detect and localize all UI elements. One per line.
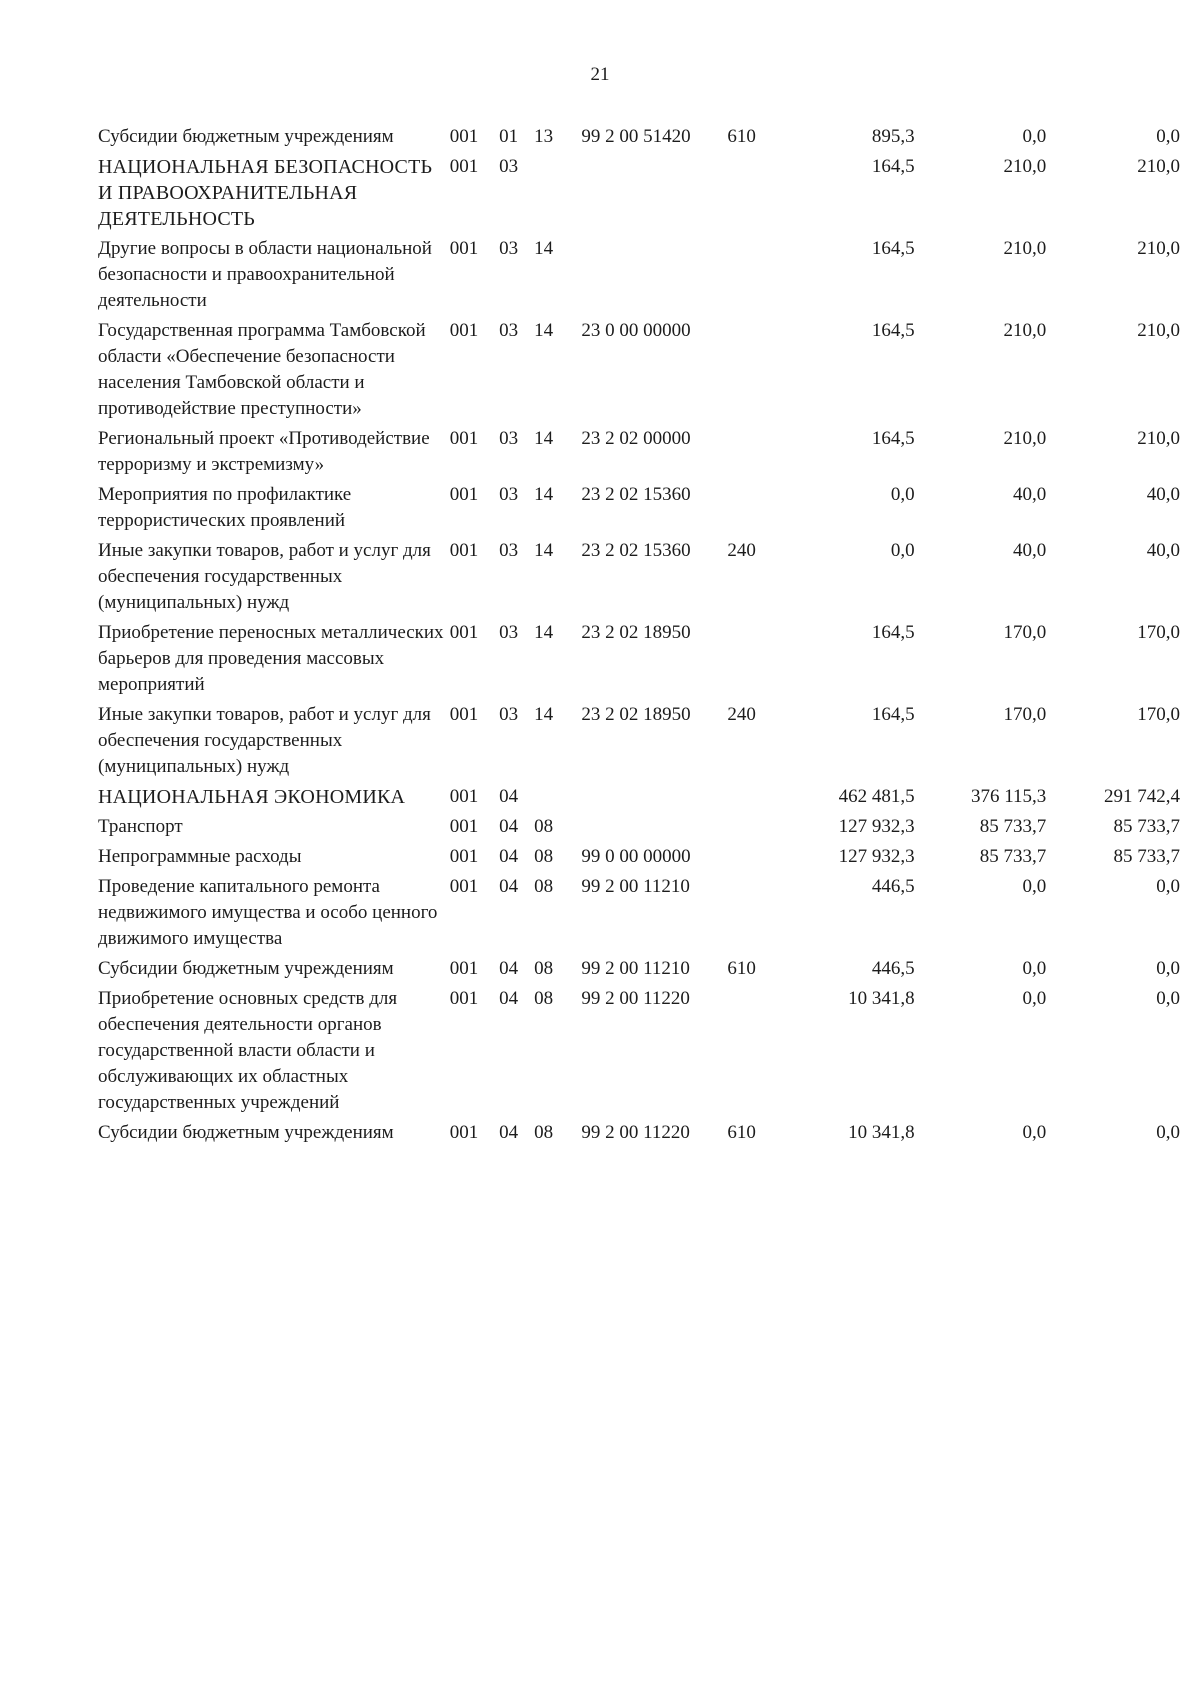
table-row: [98, 784, 1180, 814]
amount-year-1-cell: 164,5: [871, 622, 915, 643]
expense-type-cell: 610: [727, 958, 756, 979]
expense-type-cell: [727, 236, 783, 318]
amount-year-1-cell: 0,0: [890, 484, 915, 505]
amount-year-2-cell: 0,0: [1022, 958, 1047, 979]
target-article-cell: 23 2 02 15360: [581, 540, 691, 561]
expense-name-cell: [98, 482, 450, 538]
expense-name: Государственная программа Тамбовской области «Обеспечение безопасности населения Тамбовской области и противодействие преступности»: [98, 320, 426, 419]
amount-year-3-cell: 210,0: [1137, 238, 1180, 259]
expense-type-cell: 610: [727, 126, 756, 147]
amount-year-3-cell: 210,0: [1137, 156, 1180, 177]
section-code-cell: 04: [499, 876, 519, 897]
subsection-code-cell: 13: [534, 126, 554, 147]
section-code-cell: 01: [499, 126, 519, 147]
subsection-code-cell: 08: [534, 846, 554, 867]
expense-name: Приобретение переносных металлических барьеров для проведения массовых мероприятий: [98, 622, 444, 695]
expense-name-cell: [98, 124, 450, 154]
table-row: [98, 874, 1180, 956]
table-row: [98, 620, 1180, 702]
admin-code-cell: 001: [449, 786, 479, 807]
table-row: [98, 702, 1180, 784]
amount-year-2-cell: 40,0: [1012, 484, 1047, 505]
expense-type-cell: [727, 482, 783, 538]
amount-year-2-cell: 210,0: [1003, 428, 1047, 449]
expense-name-cell: [98, 874, 450, 956]
amount-year-3-cell: 210,0: [1137, 320, 1180, 341]
expense-name-cell: [98, 426, 450, 482]
amount-year-3-cell: 210,0: [1137, 428, 1180, 449]
amount-year-3-cell: 0,0: [1156, 1122, 1180, 1143]
expense-name-cell: [98, 538, 450, 620]
section-code-cell: 04: [499, 846, 519, 867]
amount-year-1-cell: 164,5: [871, 238, 915, 259]
amount-year-1-cell: 10 341,8: [848, 1122, 915, 1143]
subsection-code-cell: [534, 154, 581, 236]
amount-year-1-cell: 164,5: [871, 428, 915, 449]
table-row: [98, 814, 1180, 844]
amount-year-2-cell: 210,0: [1003, 156, 1047, 177]
expense-name-cell: [98, 702, 450, 784]
expense-name-cell: [98, 844, 450, 874]
expense-type-cell: [727, 814, 783, 844]
amount-year-3-cell: 0,0: [1156, 876, 1180, 897]
amount-year-2-cell: 0,0: [1022, 126, 1047, 147]
amount-year-2-cell: 85 733,7: [979, 816, 1047, 837]
table-row: [98, 154, 1180, 236]
section-code-cell: 03: [499, 156, 519, 177]
table-row: [98, 956, 1180, 986]
expense-name: НАЦИОНАЛЬНАЯ БЕЗОПАСНОСТЬ И ПРАВООХРАНИТЕЛЬНАЯ ДЕЯТЕЛЬНОСТЬ: [98, 156, 433, 230]
expense-name: Другие вопросы в области национальной безопасности и правоохранительной деятельности: [98, 238, 432, 311]
amount-year-2-cell: 170,0: [1003, 622, 1047, 643]
table-row: [98, 426, 1180, 482]
subsection-code-cell: 08: [534, 1122, 554, 1143]
subsection-code-cell: 08: [534, 816, 554, 837]
table-row: [98, 318, 1180, 426]
subsection-code-cell: 14: [534, 622, 554, 643]
expense-name: Региональный проект «Противодействие терроризму и экстремизму»: [98, 428, 430, 475]
target-article-cell: 99 0 00 00000: [581, 846, 691, 867]
expense-name-cell: [98, 956, 450, 986]
amount-year-3-cell: 291 742,4: [1104, 786, 1180, 807]
admin-code-cell: 001: [449, 876, 479, 897]
expense-name: Субсидии бюджетным учреждениям: [98, 126, 394, 147]
section-code-cell: 03: [499, 428, 519, 449]
expense-name: Субсидии бюджетным учреждениям: [98, 958, 394, 979]
expense-type-cell: [727, 426, 783, 482]
admin-code-cell: 001: [449, 704, 479, 725]
section-code-cell: 04: [499, 786, 519, 807]
subsection-code-cell: 14: [534, 540, 554, 561]
expense-name: Иные закупки товаров, работ и услуг для обеспечения государственных (муниципальных) нужд: [98, 704, 431, 777]
amount-year-3-cell: 0,0: [1156, 988, 1180, 1009]
expense-name: Проведение капитального ремонта недвижимого имущества и особо ценного движимого имущества: [98, 876, 438, 949]
target-article-cell: [581, 784, 727, 814]
expense-name-cell: [98, 986, 450, 1120]
amount-year-3-cell: 0,0: [1156, 958, 1180, 979]
admin-code-cell: 001: [449, 1122, 479, 1143]
table-row: [98, 124, 1180, 154]
subsection-code-cell: [534, 784, 581, 814]
section-code-cell: 03: [499, 622, 519, 643]
subsection-code-cell: 08: [534, 876, 554, 897]
admin-code-cell: 001: [449, 846, 479, 867]
expense-name-cell: [98, 318, 450, 426]
amount-year-3-cell: 170,0: [1137, 622, 1180, 643]
subsection-code-cell: 08: [534, 958, 554, 979]
amount-year-3-cell: 40,0: [1146, 484, 1180, 505]
admin-code-cell: 001: [449, 622, 479, 643]
expense-name: Мероприятия по профилактике террористических проявлений: [98, 484, 352, 531]
expense-name: НАЦИОНАЛЬНАЯ ЭКОНОМИКА: [98, 786, 406, 808]
target-article-cell: [581, 236, 727, 318]
expense-name: Иные закупки товаров, работ и услуг для обеспечения государственных (муниципальных) нужд: [98, 540, 431, 613]
amount-year-2-cell: 85 733,7: [979, 846, 1047, 867]
amount-year-2-cell: 0,0: [1022, 876, 1047, 897]
expense-type-cell: 610: [727, 1122, 756, 1143]
target-article-cell: [581, 154, 727, 236]
section-code-cell: 03: [499, 238, 519, 259]
table-row: [98, 844, 1180, 874]
amount-year-3-cell: 170,0: [1137, 704, 1180, 725]
amount-year-1-cell: 164,5: [871, 156, 915, 177]
amount-year-1-cell: 10 341,8: [848, 988, 915, 1009]
target-article-cell: [581, 814, 727, 844]
amount-year-1-cell: 164,5: [871, 704, 915, 725]
amount-year-1-cell: 127 932,3: [838, 816, 915, 837]
section-code-cell: 04: [499, 988, 519, 1009]
amount-year-1-cell: 895,3: [871, 126, 915, 147]
expense-name: Транспорт: [98, 816, 183, 837]
expense-type-cell: 240: [727, 704, 756, 725]
target-article-cell: 99 2 00 51420: [581, 126, 691, 147]
expense-name-cell: [98, 620, 450, 702]
target-article-cell: 99 2 00 11210: [581, 958, 690, 979]
amount-year-3-cell: 40,0: [1146, 540, 1180, 561]
expense-type-cell: [727, 784, 783, 814]
table-row: [98, 236, 1180, 318]
section-code-cell: 03: [499, 540, 519, 561]
admin-code-cell: 001: [449, 238, 479, 259]
expense-type-cell: [727, 874, 783, 956]
admin-code-cell: 001: [449, 126, 479, 147]
subsection-code-cell: 14: [534, 320, 554, 341]
amount-year-1-cell: 446,5: [871, 958, 915, 979]
target-article-cell: 23 0 00 00000: [581, 320, 691, 341]
expense-type-cell: [727, 844, 783, 874]
amount-year-2-cell: 376 115,3: [970, 786, 1047, 807]
expense-name: Субсидии бюджетным учреждениям: [98, 1122, 394, 1143]
amount-year-1-cell: 462 481,5: [838, 786, 915, 807]
amount-year-3-cell: 85 733,7: [1113, 816, 1180, 837]
subsection-code-cell: 14: [534, 704, 554, 725]
admin-code-cell: 001: [449, 428, 479, 449]
target-article-cell: 99 2 00 11220: [581, 1122, 690, 1143]
amount-year-1-cell: 164,5: [871, 320, 915, 341]
expense-type-cell: [727, 154, 783, 236]
expense-name-cell: [98, 236, 450, 318]
admin-code-cell: 001: [449, 540, 479, 561]
admin-code-cell: 001: [449, 958, 479, 979]
target-article-cell: 23 2 02 15360: [581, 484, 691, 505]
admin-code-cell: 001: [449, 156, 479, 177]
amount-year-2-cell: 0,0: [1022, 1122, 1047, 1143]
section-code-cell: 04: [499, 1122, 519, 1143]
admin-code-cell: 001: [449, 816, 479, 837]
amount-year-1-cell: 127 932,3: [838, 846, 915, 867]
expense-name-cell: [98, 784, 450, 814]
table-row: [98, 482, 1180, 538]
admin-code-cell: 001: [449, 988, 479, 1009]
table-body: [98, 124, 1180, 1150]
section-code-cell: 03: [499, 320, 519, 341]
expense-type-cell: [727, 318, 783, 426]
admin-code-cell: 001: [449, 320, 479, 341]
subsection-code-cell: 14: [534, 428, 554, 449]
subsection-code-cell: 14: [534, 484, 554, 505]
target-article-cell: 99 2 00 11210: [581, 876, 690, 897]
amount-year-2-cell: 170,0: [1003, 704, 1047, 725]
amount-year-1-cell: 446,5: [871, 876, 915, 897]
budget-table: [98, 124, 1180, 1150]
amount-year-3-cell: 85 733,7: [1113, 846, 1180, 867]
table-row: [98, 1120, 1180, 1150]
expense-type-cell: [727, 986, 783, 1120]
subsection-code-cell: 08: [534, 988, 554, 1009]
amount-year-2-cell: 210,0: [1003, 238, 1047, 259]
subsection-code-cell: 14: [534, 238, 554, 259]
target-article-cell: 23 2 02 18950: [581, 704, 691, 725]
expense-type-cell: 240: [727, 540, 756, 561]
amount-year-2-cell: 0,0: [1022, 988, 1047, 1009]
page-number: 21: [590, 64, 610, 85]
expense-name-cell: [98, 814, 450, 844]
amount-year-3-cell: 0,0: [1156, 126, 1180, 147]
amount-year-2-cell: 210,0: [1003, 320, 1047, 341]
section-code-cell: 04: [499, 958, 519, 979]
admin-code-cell: 001: [449, 484, 479, 505]
table-row: [98, 986, 1180, 1120]
expense-type-cell: [727, 620, 783, 702]
section-code-cell: 03: [499, 484, 519, 505]
expense-name: Непрограммные расходы: [98, 846, 302, 867]
section-code-cell: 04: [499, 816, 519, 837]
target-article-cell: 99 2 00 11220: [581, 988, 690, 1009]
amount-year-2-cell: 40,0: [1012, 540, 1047, 561]
amount-year-1-cell: 0,0: [890, 540, 915, 561]
expense-name: Приобретение основных средств для обеспечения деятельности органов государственной власти области и обслуживающих их областных государственных учреждений: [98, 988, 398, 1113]
target-article-cell: 23 2 02 00000: [581, 428, 691, 449]
expense-name-cell: [98, 1120, 450, 1150]
table-row: [98, 538, 1180, 620]
target-article-cell: 23 2 02 18950: [581, 622, 691, 643]
expense-name-cell: [98, 154, 450, 236]
section-code-cell: 03: [499, 704, 519, 725]
